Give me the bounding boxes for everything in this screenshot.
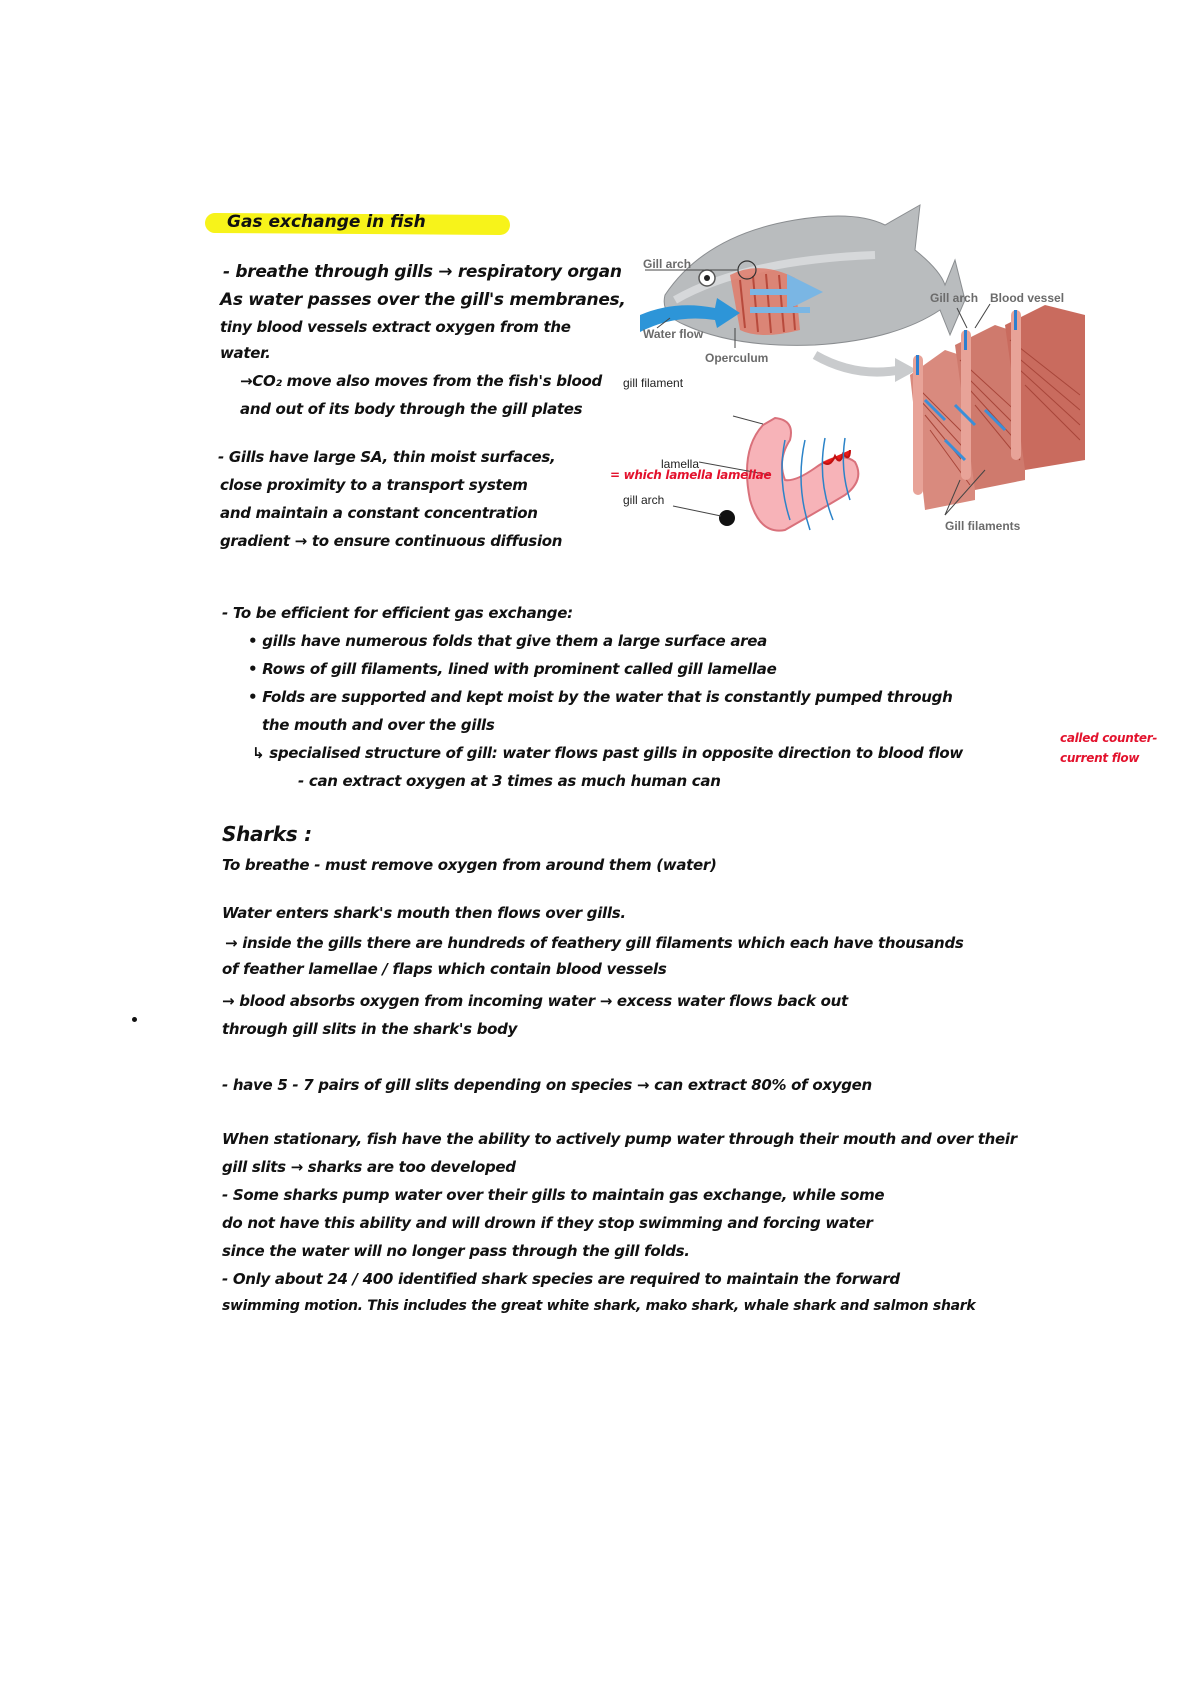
- note-line: - Some sharks pump water over their gills to maintain gas exchange, while some: [222, 1186, 885, 1204]
- fish-gill-diagram: [623, 200, 1115, 580]
- note-line: since the water will no longer pass through the gill folds.: [222, 1242, 690, 1260]
- note-line: →CO₂ move also moves from the fish's blood: [240, 372, 602, 390]
- note-line: swimming motion. This includes the great white shark, mako shark, whale shark and salmon shark: [222, 1298, 976, 1314]
- note-line: through gill slits in the shark's body: [222, 1020, 518, 1038]
- stray-dot: [132, 1017, 137, 1022]
- note-line: As water passes over the gill's membranes,: [220, 290, 626, 310]
- note-line: → blood absorbs oxygen from incoming water → excess water flows back out: [222, 992, 848, 1010]
- note-line: • Folds are supported and kept moist by the water that is constantly pumped through: [248, 688, 953, 706]
- note-line: • gills have numerous folds that give them a large surface area: [248, 632, 767, 650]
- water-flow-label: Water flow: [643, 327, 704, 341]
- gill-filament-label: gill filament: [623, 376, 684, 390]
- note-line: water.: [220, 344, 271, 362]
- gill-diagram-svg: [623, 200, 1115, 580]
- note-line: Water enters shark's mouth then flows over gills.: [222, 904, 626, 922]
- lamella-label: lamella: [661, 457, 700, 471]
- note-line: ↳ specialised structure of gill: water flows past gills in opposite direction to blood flow: [252, 744, 963, 762]
- note-line: When stationary, fish have the ability to actively pump water through their mouth and over their: [222, 1130, 1017, 1148]
- note-line: the mouth and over the gills: [262, 716, 495, 734]
- gill-filaments-detail: [910, 304, 1085, 515]
- operculum-label: Operculum: [705, 351, 769, 365]
- gill-filaments-label: Gill filaments: [945, 519, 1021, 533]
- note-line: - To be efficient for efficient gas exchange:: [222, 604, 573, 622]
- note-line: of feather lamellae / flaps which contain blood vessels: [222, 960, 667, 978]
- note-line: To breathe - must remove oxygen from around them (water): [222, 856, 717, 874]
- title-highlight: [205, 210, 510, 236]
- note-line: - Only about 24 / 400 identified shark species are required to maintain the forward: [222, 1270, 900, 1288]
- note-line: → inside the gills there are hundreds of feathery gill filaments which each have thousands: [225, 934, 964, 952]
- page-title: Gas exchange in fish: [227, 212, 426, 232]
- note-line: close proximity to a transport system: [220, 476, 528, 494]
- note-line: do not have this ability and will drown if they stop swimming and forcing water: [222, 1214, 873, 1232]
- note-line: - can extract oxygen at 3 times as much human can: [298, 772, 721, 790]
- note-line: - Gills have large SA, thin moist surfaces,: [218, 448, 556, 466]
- note-line: gill slits → sharks are too developed: [222, 1158, 516, 1176]
- lamella-annotation: = which lamella lamellae: [610, 468, 772, 482]
- note-line: • Rows of gill filaments, lined with prominent called gill lamellae: [248, 660, 777, 678]
- note-line: gradient → to ensure continuous diffusion: [220, 532, 563, 550]
- gill-arch-small-label: gill arch: [623, 493, 665, 507]
- gill-arch-right-label: Gill arch: [930, 291, 979, 305]
- note-line: - have 5 - 7 pairs of gill slits depending on species → can extract 80% of oxygen: [222, 1076, 872, 1094]
- note-line: and maintain a constant concentration: [220, 504, 538, 522]
- gill-arch-label: Gill arch: [643, 257, 692, 271]
- blood-vessel-label: Blood vessel: [990, 291, 1065, 305]
- note-line: and out of its body through the gill plates: [240, 400, 583, 418]
- note-line: - breathe through gills → respiratory organ: [223, 262, 622, 282]
- note-line: tiny blood vessels extract oxygen from the: [220, 318, 571, 336]
- sharks-heading: Sharks :: [222, 822, 312, 846]
- counter-current-annotation: called counter-current flow: [1060, 731, 1158, 765]
